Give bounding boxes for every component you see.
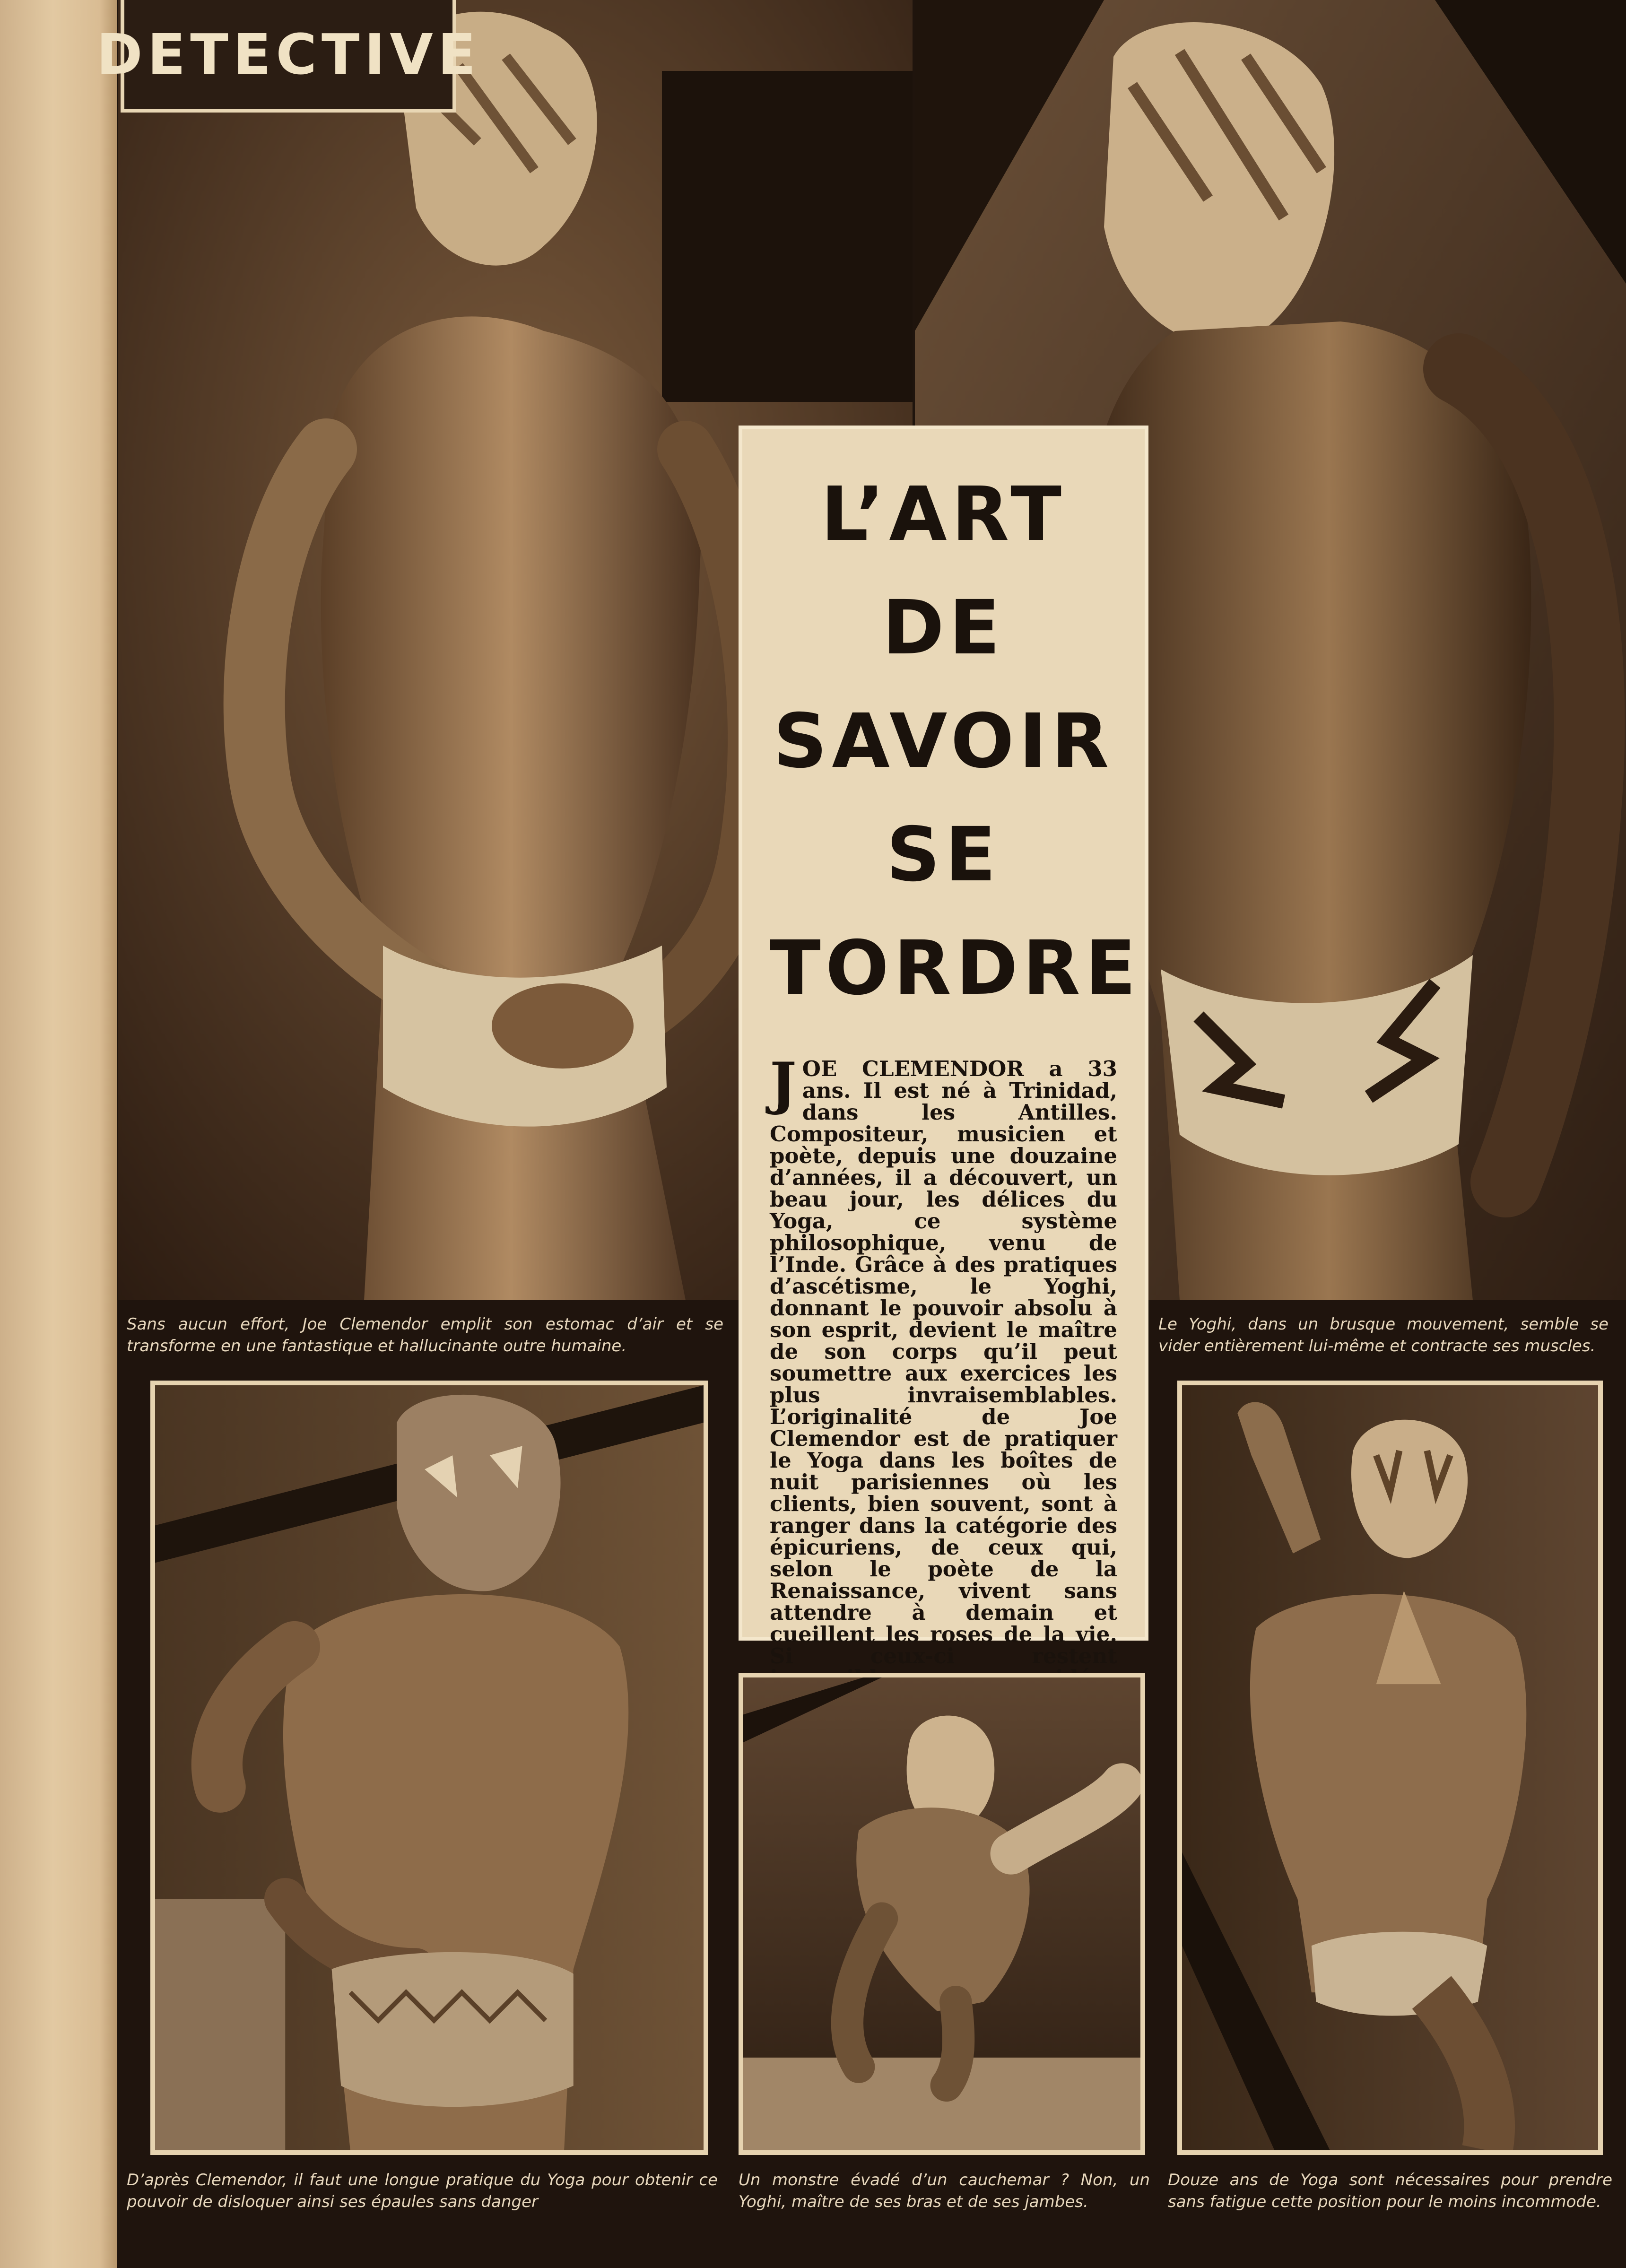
headline [770, 458, 1141, 1025]
photo-leg-behind-head [1177, 1381, 1603, 2155]
article-text: OE CLEMENDOR a 33 ans. Il est né à Trinidad, dans les Antilles. Compositeur, musicien et poète, depuis une douzaine d’années, il a découvert, un beau jour, les délices du Yoga, ce système philosophique, venu de l’Inde. Grâce à des pratiques d’ascétisme, le Yoghi, donnant le pouvoir absolu à son esprit, devient le maître de son corps qu’il peut soumettre aux exercices les plus invraisemblables. L’originalité de Joe Clemendor est de pratiquer le Yoga dans les boîtes de nuit parisiennes où les clients, bien souvent, sont à ranger dans la catégorie des épicuriens, de ceux qui, selon le poète de la Renaissance, vivent sans attendre à demain et cueillent les roses de la vie. Si ceux-ci restent [770, 1056, 1117, 1668]
caption-bottom-left: D’après Clemendor, il faut une longue pratique du Yoga pour obtenir ce pouvoir de disloquer ainsi ses épaules sans danger [127, 2171, 718, 2211]
caption-bottom-right: Douze ans de Yoga sont nécessaires pour prendre sans fatigue cette position pour le moins incommode. [1168, 2171, 1612, 2211]
caption-bottom-center: Un monstre évadé d’un cauchemar ? Non, un Yoghi, maître de ses bras et de ses jambes. [739, 2171, 1150, 2211]
masthead [96, 0, 481, 113]
page-margin [0, 0, 117, 2268]
headline-line: SAVOIR [773, 698, 1114, 785]
drop-cap: J [770, 1050, 797, 1117]
masthead-title: DETECTIVE [96, 22, 481, 87]
headline-line: TORDRE [770, 925, 1141, 1012]
photo-dislocated-shoulders [150, 1381, 708, 2155]
headline-line: L’ART [821, 471, 1066, 558]
headline-line: SE [886, 811, 1001, 898]
caption-top-left: Sans aucun effort, Joe Clemendor emplit son estomac d’air et se transforme en une fantastique et hallucinante outre humaine. [127, 1315, 723, 1356]
photo-arms-and-legs [739, 1673, 1145, 2155]
headline-line: DE [882, 584, 1005, 671]
article-box [739, 426, 1148, 1668]
caption-top-right: Le Yoghi, dans un brusque mouvement, semble se vider entièrement lui-même et contracte ses muscles. [1158, 1315, 1609, 1356]
